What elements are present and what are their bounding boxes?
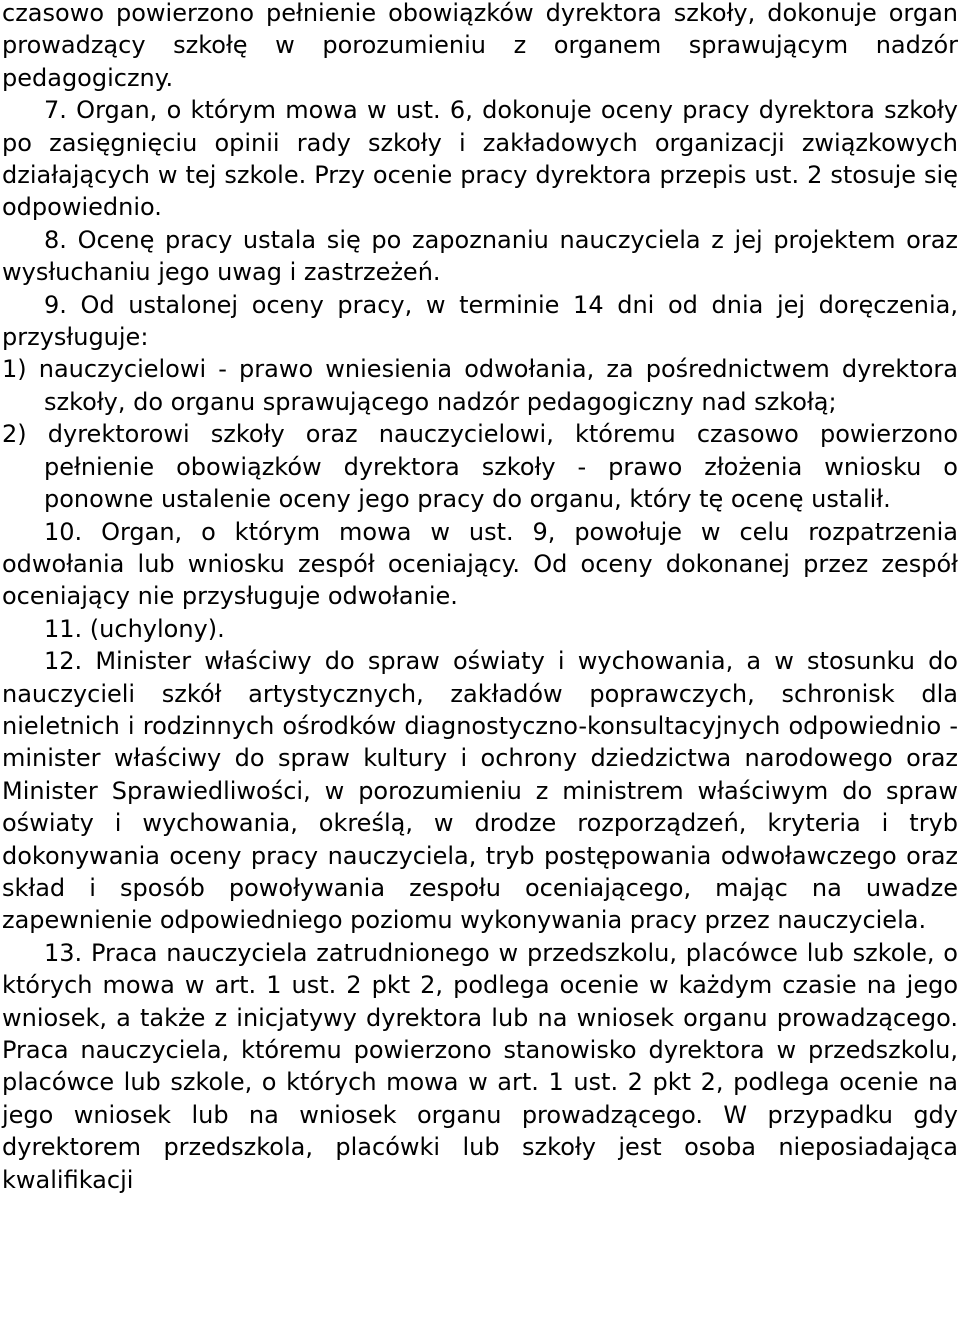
document-page — [2, 0, 958, 1196]
paragraph-12: 12. Minister właściwy do spraw oświaty i wychowania, a w stosunku do nauczycieli szkół artystycznych, zakładów poprawczych, schronisk dla nieletnich i rodzinnych ośrodków diagnostyczno-konsultacyjnych odpowiednio - minister właściwy do spraw kultury i ochrony dziedzictwa narodowego oraz Minister Sprawiedliwości, w porozumieniu z ministrem właściwym do spraw oświaty i wychowania, określą, w drodze rozporządzeń, kryteria i tryb dokonywania oceny pracy nauczyciela, tryb postępowania odwoławczego oraz skład i sposób powoływania zespołu oceniającego, mając na uwadze zapewnienie odpowiedniego poziomu wykonywania pracy przez nauczyciela. — [2, 647, 958, 935]
paragraph-10: 10. Organ, o którym mowa w ust. 9, powołuje w celu rozpatrzenia odwołania lub wniosku zespół oceniający. Od oceny dokonanej przez zespół oceniający nie przysługuje odwołanie. — [2, 517, 958, 611]
list-item-1: 1) nauczycielowi - prawo wniesienia odwołania, za pośrednictwem dyrektora szkoły, do organu sprawującego nadzór pedagogiczny nad szkołą; — [2, 355, 958, 416]
paragraph-13: 13. Praca nauczyciela zatrudnionego w przedszkolu, placówce lub szkole, o których mowa w art. 1 ust. 2 pkt 2, podlega ocenie w każdym czasie na jego wniosek, a także z inicjatywy dyrektora lub na wniosek organu prowadzącego. Praca nauczyciela, któremu powierzono stanowisko dyrektora w przedszkolu, placówce lub szkole, o których mowa w art. 1 ust. 2 pkt 2, podlega ocenie na jego wniosek lub na wniosek organu prowadzącego. W przypadku gdy dyrektorem przedszkola, placówki lub szkoły jest osoba nieposiadająca kwalifikacji — [2, 938, 958, 1194]
paragraph-7: 7. Organ, o którym mowa w ust. 6, dokonuje oceny pracy dyrektora szkoły po zasięgnięciu opinii rady szkoły i zakładowych organizacji związkowych działających w tej szkole. Przy ocenie pracy dyrektora przepis ust. 2 stosuje się odpowiednio. — [2, 96, 958, 222]
paragraph-8: 8. Ocenę pracy ustala się po zapoznaniu nauczyciela z jej projektem oraz wysłuchaniu jego uwag i zastrzeżeń. — [2, 225, 958, 287]
paragraph-continuation: czasowo powierzono pełnienie obowiązków dyrektora szkoły, dokonuje organ prowadzący szkołę w porozumieniu z organem sprawującym nadzór pedagogiczny. — [2, 0, 958, 92]
paragraph-9: 9. Od ustalonej oceny pracy, w terminie 14 dni od dnia jej doręczenia, przysługuje: — [2, 290, 958, 352]
list-item-2: 2) dyrektorowi szkoły oraz nauczycielowi, któremu czasowo powierzono pełnienie obowiązków dyrektora szkoły - prawo złożenia wniosku o ponowne ustalenie oceny jego pracy do organu, który tę ocenę ustalił. — [2, 420, 958, 514]
paragraph-11: 11. (uchylony). — [44, 614, 225, 643]
